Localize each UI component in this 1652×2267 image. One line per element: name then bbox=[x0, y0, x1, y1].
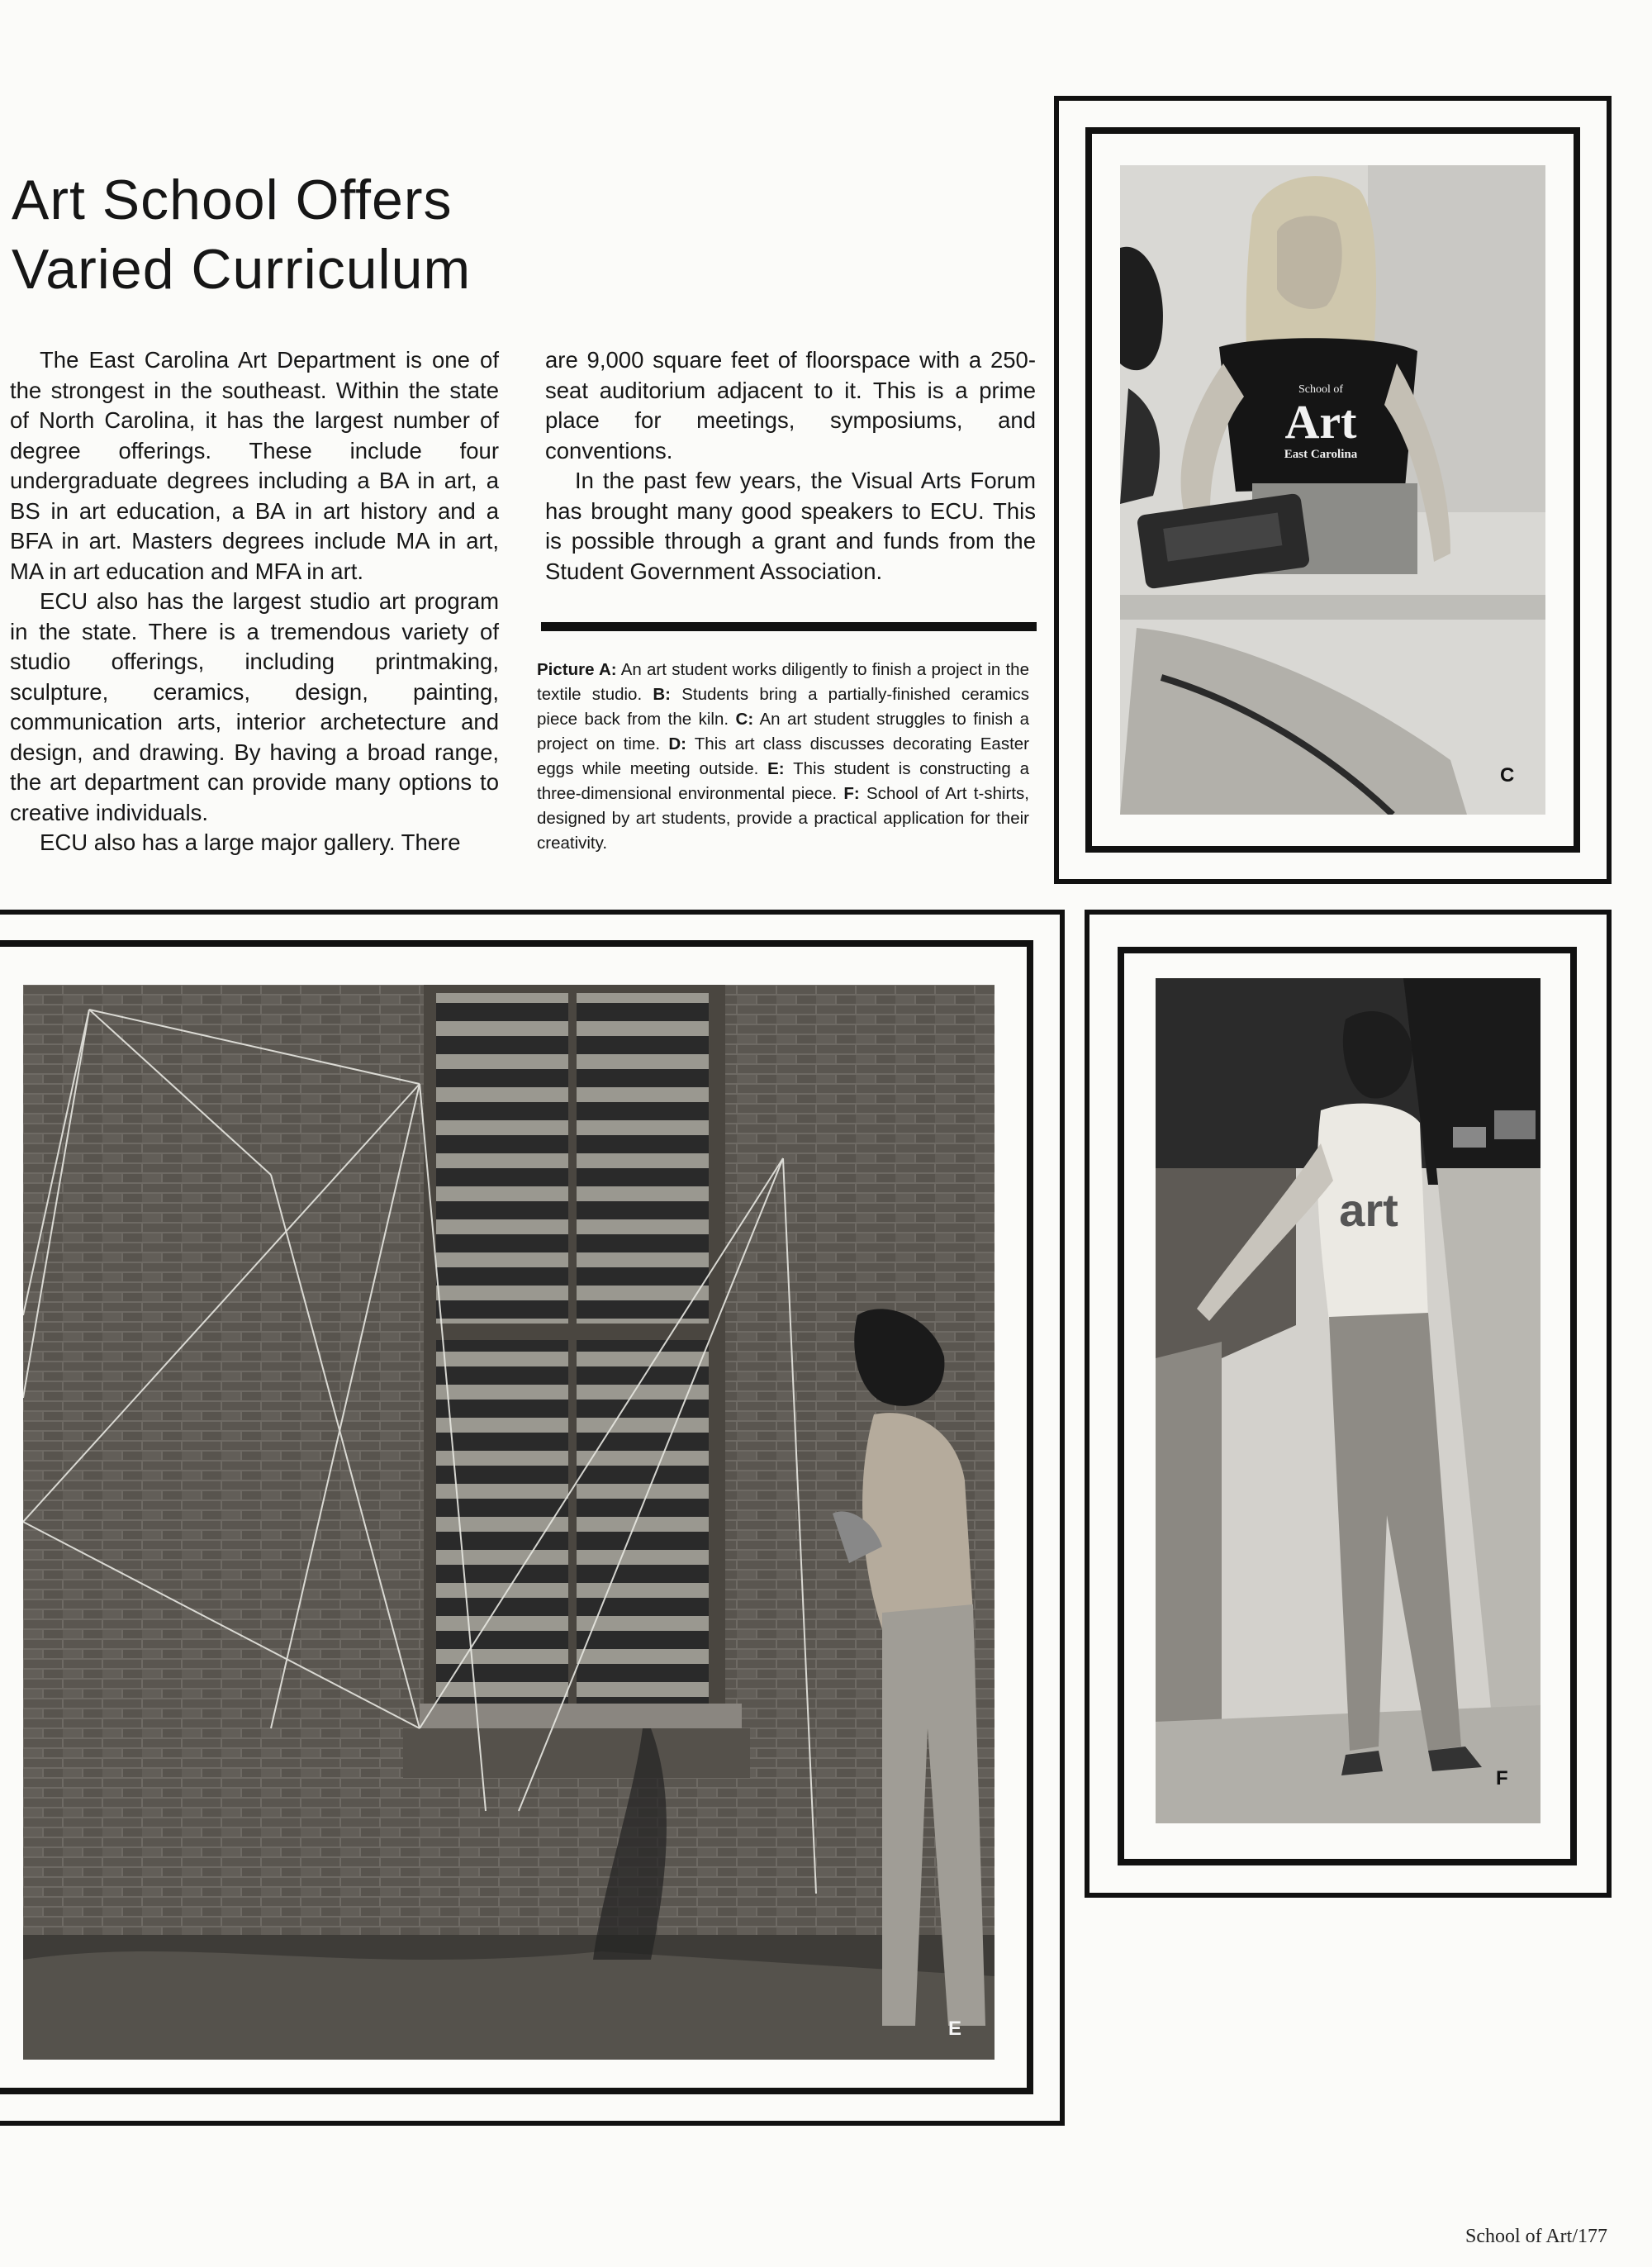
headline bbox=[12, 165, 540, 304]
photo-f-inner-frame bbox=[1118, 947, 1577, 1865]
caption-divider bbox=[541, 622, 1037, 631]
article-paragraph: ECU also has a large major gallery. There bbox=[40, 829, 461, 855]
shirt-school-of-text: School of bbox=[1298, 383, 1344, 396]
article-paragraph: ECU also has the largest studio art program in the state. There is a tremendous variety of studio offerings, including printmaking, sculpture, ceramics, design, painting, communication arts, interior archetecture and design, and drawing. By having a broad range, the art department can provide many options to creative individuals. bbox=[10, 588, 499, 825]
photo-caption bbox=[537, 658, 1029, 856]
article-paragraph: In the past few years, the Visual Arts Forum has brought many good speakers to ECU. This is possible through a grant and funds from the Student Government Association. bbox=[545, 468, 1036, 584]
caption-label-c: C: bbox=[735, 710, 754, 729]
caption-text-c: An art student struggles to finish a project on time. bbox=[537, 710, 1029, 753]
article-column-2 bbox=[545, 345, 1036, 587]
caption-label-e: E: bbox=[767, 759, 785, 778]
caption-text-a: An art student works diligently to finish a project in the textile studio. bbox=[537, 660, 1029, 704]
photo-e-letter: E bbox=[948, 2017, 962, 2040]
photo-f-letter: F bbox=[1496, 1767, 1508, 1789]
caption-text-e: This student is constructing a three-dimensional environmental piece. bbox=[537, 759, 1029, 803]
photo-f-image bbox=[1156, 978, 1540, 1823]
photo-c-student-with-tool bbox=[1120, 165, 1545, 815]
headline-line-1: Art School Offers bbox=[12, 169, 453, 231]
caption-text-b: Students bring a partially-finished ceramics piece back from the kiln. bbox=[537, 685, 1030, 729]
photo-e-frame bbox=[0, 910, 1065, 2126]
photo-e-image bbox=[23, 985, 995, 2060]
shirt-art-text: Art bbox=[1284, 395, 1357, 449]
article-paragraph: are 9,000 square feet of floorspace with a 250-seat auditorium adjacent to it. This is a prime place for meetings, symposiums, and conventions. bbox=[545, 347, 1036, 463]
shirt-east-carolina-text: East Carolina bbox=[1284, 448, 1358, 461]
photo-c-letter: C bbox=[1500, 764, 1515, 787]
caption-label-a: Picture A: bbox=[537, 660, 617, 679]
caption-text-f: School of Art t-shirts, designed by art students, provide a practical application for their creativity. bbox=[537, 784, 1029, 853]
article-column-1 bbox=[10, 345, 499, 858]
headline-line-2: Varied Curriculum bbox=[12, 238, 472, 301]
photo-c-image bbox=[1120, 165, 1545, 815]
caption-label-b: B: bbox=[653, 685, 671, 704]
caption-label-f: F: bbox=[843, 784, 860, 803]
caption-label-d: D: bbox=[668, 734, 686, 753]
caption-text-d: This art class discusses decorating Easter eggs while meeting outside. bbox=[537, 734, 1030, 778]
photo-c-inner-frame bbox=[1085, 127, 1580, 853]
photo-f-student-in-tshirt bbox=[1156, 978, 1540, 1823]
photo-e-inner-frame bbox=[0, 940, 1033, 2094]
page-footer-folio: School of Art/177 bbox=[1465, 2226, 1607, 2247]
photo-f-frame bbox=[1085, 910, 1612, 1898]
tshirt-art-text: art bbox=[1339, 1184, 1398, 1236]
photo-e-brick-wall-installation bbox=[23, 985, 995, 2060]
article-paragraph: The East Carolina Art Department is one of the strongest in the southeast. Within the state of North Carolina, it has the largest number of degree offerings. These include four undergraduate degrees including a BA in art, a BS in art education, a BA in art history and a BFA in art. Masters degrees include MA in art, MA in art education and MFA in art. bbox=[10, 347, 499, 584]
photo-c-frame bbox=[1054, 96, 1612, 884]
